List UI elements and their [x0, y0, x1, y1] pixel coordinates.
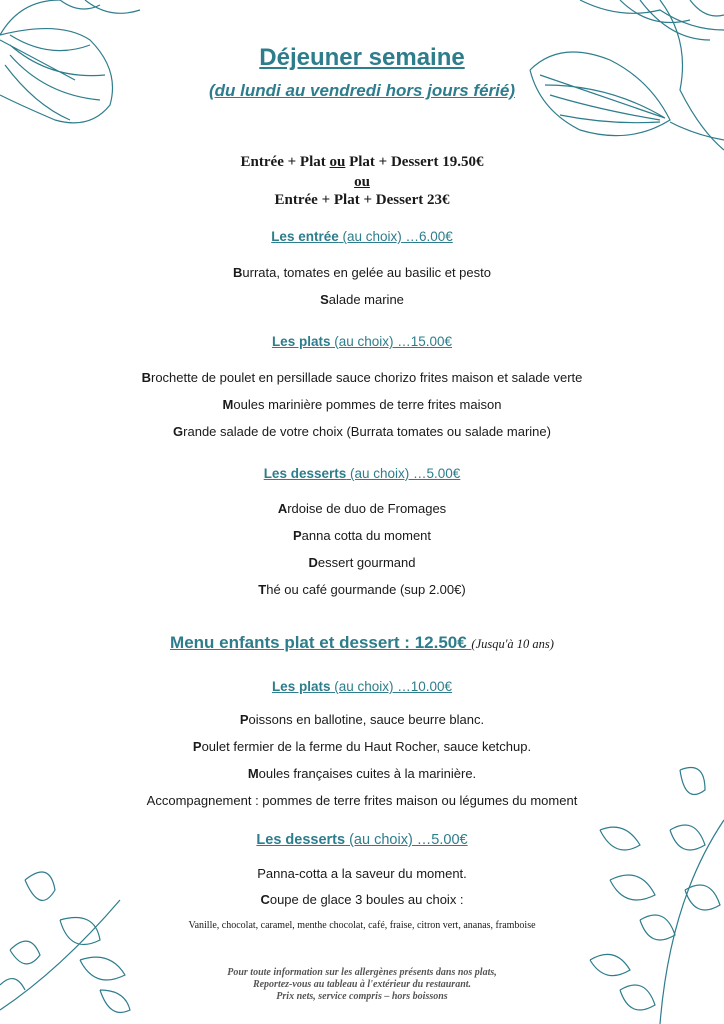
menu-item: Burrata, tomates en gelée au basilic et pesto: [233, 265, 491, 280]
section-heading-entrees: [0, 229, 724, 244]
section-name: Les entrée: [271, 229, 339, 244]
kids-menu-title: Menu enfants plat et dessert : 12.50€: [170, 633, 472, 652]
section-heading-kids-desserts: [0, 832, 724, 848]
menu-item: Ardoise de duo de Fromages: [277, 501, 447, 516]
section-detail: (au choix) …10.00€: [330, 679, 453, 694]
section-name: Les plats: [271, 679, 331, 694]
formula-line-2: Entrée + Plat + Dessert 23€: [274, 192, 450, 208]
menu-item: Dessert gourmand: [308, 555, 416, 570]
page-title: Déjeuner semaine: [259, 44, 465, 71]
footer-allergens: Pour toute information sur les allergènes présents dans nos plats,: [227, 967, 497, 978]
menu-item: Panna-cotta a la saveur du moment.: [257, 866, 467, 881]
section-name: Les desserts: [263, 466, 347, 481]
menu-item: Panna cotta du moment: [292, 528, 432, 543]
footer-notice: Reportez-vous au tableau à l'extérieur du restaurant.: [252, 979, 472, 990]
menu-item: Poissons en ballotine, sauce beurre blanc.: [239, 712, 485, 727]
menu-item: Moules marinière pommes de terre frites maison: [222, 397, 502, 412]
menu-item: Accompagnement : pommes de terre frites maison ou légumes du moment: [146, 793, 578, 808]
section-detail: (au choix) …6.00€: [338, 229, 453, 244]
menu-item: Salade marine: [320, 292, 404, 307]
kids-menu-heading: [0, 633, 724, 653]
menu-item: Poulet fermier de la ferme du Haut Rocher, sauce ketchup.: [192, 739, 532, 754]
menu-item: Grande salade de votre choix (Burrata tomates ou salade marine): [173, 424, 551, 439]
section-name: Les plats: [271, 334, 331, 349]
formula-1a: Entrée + Plat: [240, 154, 330, 170]
section-heading-kids-plats: [0, 679, 724, 694]
formula-ou: ou: [329, 154, 346, 170]
ice-cream-flavors: Vanille, chocolat, caramel, menthe chocolat, café, fraise, citron vert, ananas, framboise: [188, 920, 536, 931]
formula-separator: ou: [354, 174, 370, 190]
page-subtitle: (du lundi au vendredi hors jours férié): [208, 81, 516, 100]
section-detail: (au choix) …15.00€: [330, 334, 453, 349]
section-detail: (au choix) …5.00€: [345, 832, 468, 848]
menu-item: Moules françaises cuites à la marinière.: [247, 766, 477, 781]
menu-item: Thé ou café gourmande (sup 2.00€): [258, 582, 466, 597]
section-heading-desserts: [0, 466, 724, 481]
section-detail: (au choix) …5.00€: [346, 466, 461, 481]
menu-item: Brochette de poulet en persillade sauce chorizo frites maison et salade verte: [141, 370, 583, 385]
section-name: Les desserts: [256, 832, 346, 848]
menu-item: Coupe de glace 3 boules au choix :: [260, 892, 464, 907]
formula-line-1: [0, 154, 724, 171]
footer-prices: Prix nets, service compris – hors boissons: [276, 991, 448, 1002]
formula-1b: Plat + Dessert 19.50€: [345, 154, 484, 170]
section-heading-plats: [0, 334, 724, 349]
kids-menu-age-note: (Jusqu'à 10 ans): [471, 637, 554, 651]
